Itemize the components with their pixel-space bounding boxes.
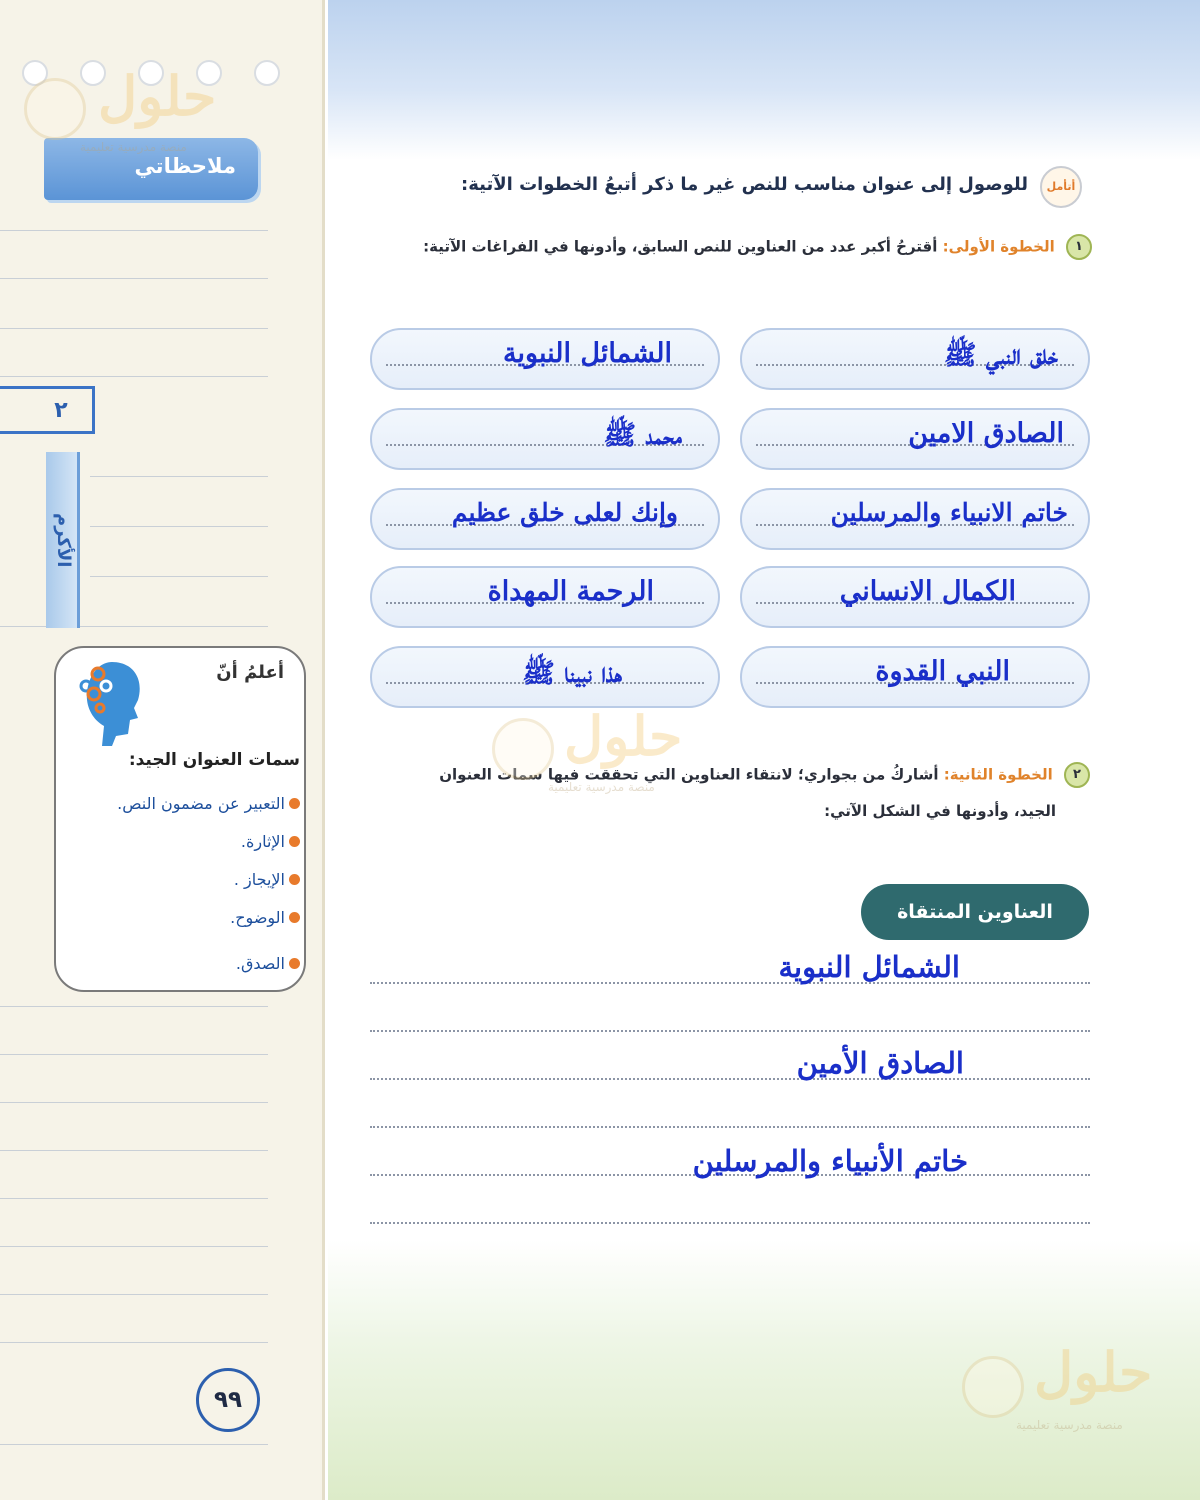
answer-line[interactable] bbox=[370, 1222, 1090, 1224]
watermark-book-icon bbox=[24, 78, 86, 140]
step-label: الخطوة الأولى: bbox=[942, 237, 1055, 256]
notebook-line bbox=[0, 626, 268, 627]
notebook-line bbox=[90, 526, 268, 527]
bullet-icon bbox=[289, 798, 300, 809]
know-card-title: أعلمُ أنّ bbox=[216, 662, 284, 683]
my-notes-label: ملاحظاتي bbox=[134, 154, 236, 178]
handwritten-title: الشمائل النبوية bbox=[503, 338, 672, 369]
good-title-traits-heading: سمات العنوان الجيد: bbox=[128, 750, 300, 770]
watermark-word: حلول bbox=[1034, 1340, 1153, 1404]
chosen-title: الصادق الأمين bbox=[796, 1046, 964, 1080]
reflect-badge: أتأمل bbox=[1040, 166, 1082, 208]
trait-text: الإثارة. bbox=[240, 832, 285, 851]
instruction-text: للوصول إلى عنوان مناسب للنص غير ما ذكر أتبعُ الخطوات الآتية: bbox=[461, 174, 1028, 195]
title-pill[interactable] bbox=[370, 328, 720, 390]
notebook-line bbox=[0, 376, 268, 377]
watermark-tagline: منصة مدرسية تعليمية bbox=[80, 140, 187, 154]
trait-text: الصدق. bbox=[235, 954, 285, 973]
trait-item bbox=[241, 832, 300, 851]
bullet-icon bbox=[289, 836, 300, 847]
trait-item bbox=[117, 794, 300, 813]
notebook-line bbox=[0, 328, 268, 329]
chosen-title: خاتم الأنبياء والمرسلين bbox=[692, 1144, 968, 1178]
notebook-line bbox=[90, 476, 268, 477]
watermark-tagline: منصة مدرسية تعليمية bbox=[1016, 1418, 1123, 1432]
step-one bbox=[423, 234, 1092, 260]
watermark-logo bbox=[962, 1340, 1192, 1442]
handwritten-title: وإنك لعلى خلق عظيم bbox=[451, 498, 678, 527]
title-pill[interactable] bbox=[370, 408, 720, 470]
answer-line[interactable] bbox=[370, 982, 1090, 984]
handwritten-title: النبي القدوة bbox=[875, 656, 1010, 687]
notebook-line bbox=[0, 1150, 268, 1151]
trait-item bbox=[236, 954, 300, 973]
main-content-area bbox=[328, 0, 1200, 1500]
title-pill[interactable] bbox=[740, 646, 1090, 708]
step-number-badge: ١ bbox=[1066, 234, 1092, 260]
answer-line[interactable] bbox=[370, 1126, 1090, 1128]
trait-text: الإيجاز . bbox=[233, 870, 285, 889]
i-know-that-card bbox=[54, 646, 306, 992]
chosen-title: الشمائل النبوية bbox=[778, 950, 960, 984]
notebook-line bbox=[0, 230, 268, 231]
step-number-badge: ٢ bbox=[1064, 762, 1090, 788]
handwritten-title: هذا نبينا ﷺ bbox=[522, 658, 622, 689]
title-pill[interactable] bbox=[740, 566, 1090, 628]
step-text: أقترحُ أكبر عدد من العناوين للنص السابق، وأدونها في الفراغات الآتية: bbox=[423, 237, 938, 256]
watermark-word: حلول bbox=[564, 704, 683, 768]
watermark-word: حلول bbox=[98, 64, 217, 128]
handwritten-title: الكمال الانساني bbox=[839, 576, 1016, 607]
handwritten-title: خلق النبي ﷺ bbox=[943, 340, 1058, 371]
trait-item bbox=[234, 870, 300, 889]
step-two-continuation: الجيد، وأدونها في الشكل الآتي: bbox=[824, 802, 1056, 820]
trait-item bbox=[230, 908, 300, 927]
chosen-titles-header: العناوين المنتقاة bbox=[861, 884, 1089, 940]
head-gears-icon bbox=[72, 656, 148, 748]
lesson-side-label: الأكرم bbox=[53, 512, 74, 568]
trait-text: الوضوح. bbox=[230, 908, 285, 927]
lesson-number-box bbox=[0, 386, 95, 434]
binder-hole bbox=[254, 60, 280, 86]
notebook-line bbox=[90, 576, 268, 577]
answer-line[interactable] bbox=[370, 1030, 1090, 1032]
handwritten-title: الرحمة المهداة bbox=[487, 576, 654, 607]
bullet-icon bbox=[289, 958, 300, 969]
notebook-line bbox=[0, 1246, 268, 1247]
step-label: الخطوة الثانية: bbox=[943, 765, 1053, 784]
handwritten-title: محمد ﷺ bbox=[603, 420, 682, 451]
answer-line[interactable] bbox=[370, 1078, 1090, 1080]
handwritten-title: خاتم الانبياء والمرسلين bbox=[830, 498, 1068, 527]
watermark-book-icon bbox=[492, 718, 554, 780]
lesson-number: ٢ bbox=[54, 398, 68, 423]
notebook-line bbox=[0, 1006, 268, 1007]
bullet-icon bbox=[289, 874, 300, 885]
title-pill[interactable] bbox=[740, 488, 1090, 550]
watermark-tagline: منصة مدرسية تعليمية bbox=[548, 780, 655, 794]
notebook-line bbox=[0, 1054, 268, 1055]
title-pill[interactable] bbox=[370, 566, 720, 628]
watermark-logo bbox=[24, 64, 254, 164]
bullet-icon bbox=[289, 912, 300, 923]
title-pill[interactable] bbox=[740, 328, 1090, 390]
notebook-line bbox=[0, 1198, 268, 1199]
trait-text: التعبير عن مضمون النص. bbox=[117, 794, 285, 813]
step-text: أشاركُ من بجواري؛ لانتقاء العناوين التي تحققت فيها سمات العنوان bbox=[439, 765, 939, 784]
notebook-line bbox=[0, 1444, 268, 1445]
notebook-line bbox=[0, 1294, 268, 1295]
title-pill[interactable] bbox=[370, 488, 720, 550]
handwritten-title: الصادق الامين bbox=[908, 418, 1064, 449]
notebook-line bbox=[0, 1342, 268, 1343]
watermark-logo bbox=[492, 704, 722, 804]
page-number: ٩٩ bbox=[196, 1368, 260, 1432]
watermark-book-icon bbox=[962, 1356, 1024, 1418]
title-pill[interactable] bbox=[740, 408, 1090, 470]
notebook-line bbox=[0, 1102, 268, 1103]
title-pill[interactable] bbox=[370, 646, 720, 708]
notebook-line bbox=[0, 278, 268, 279]
